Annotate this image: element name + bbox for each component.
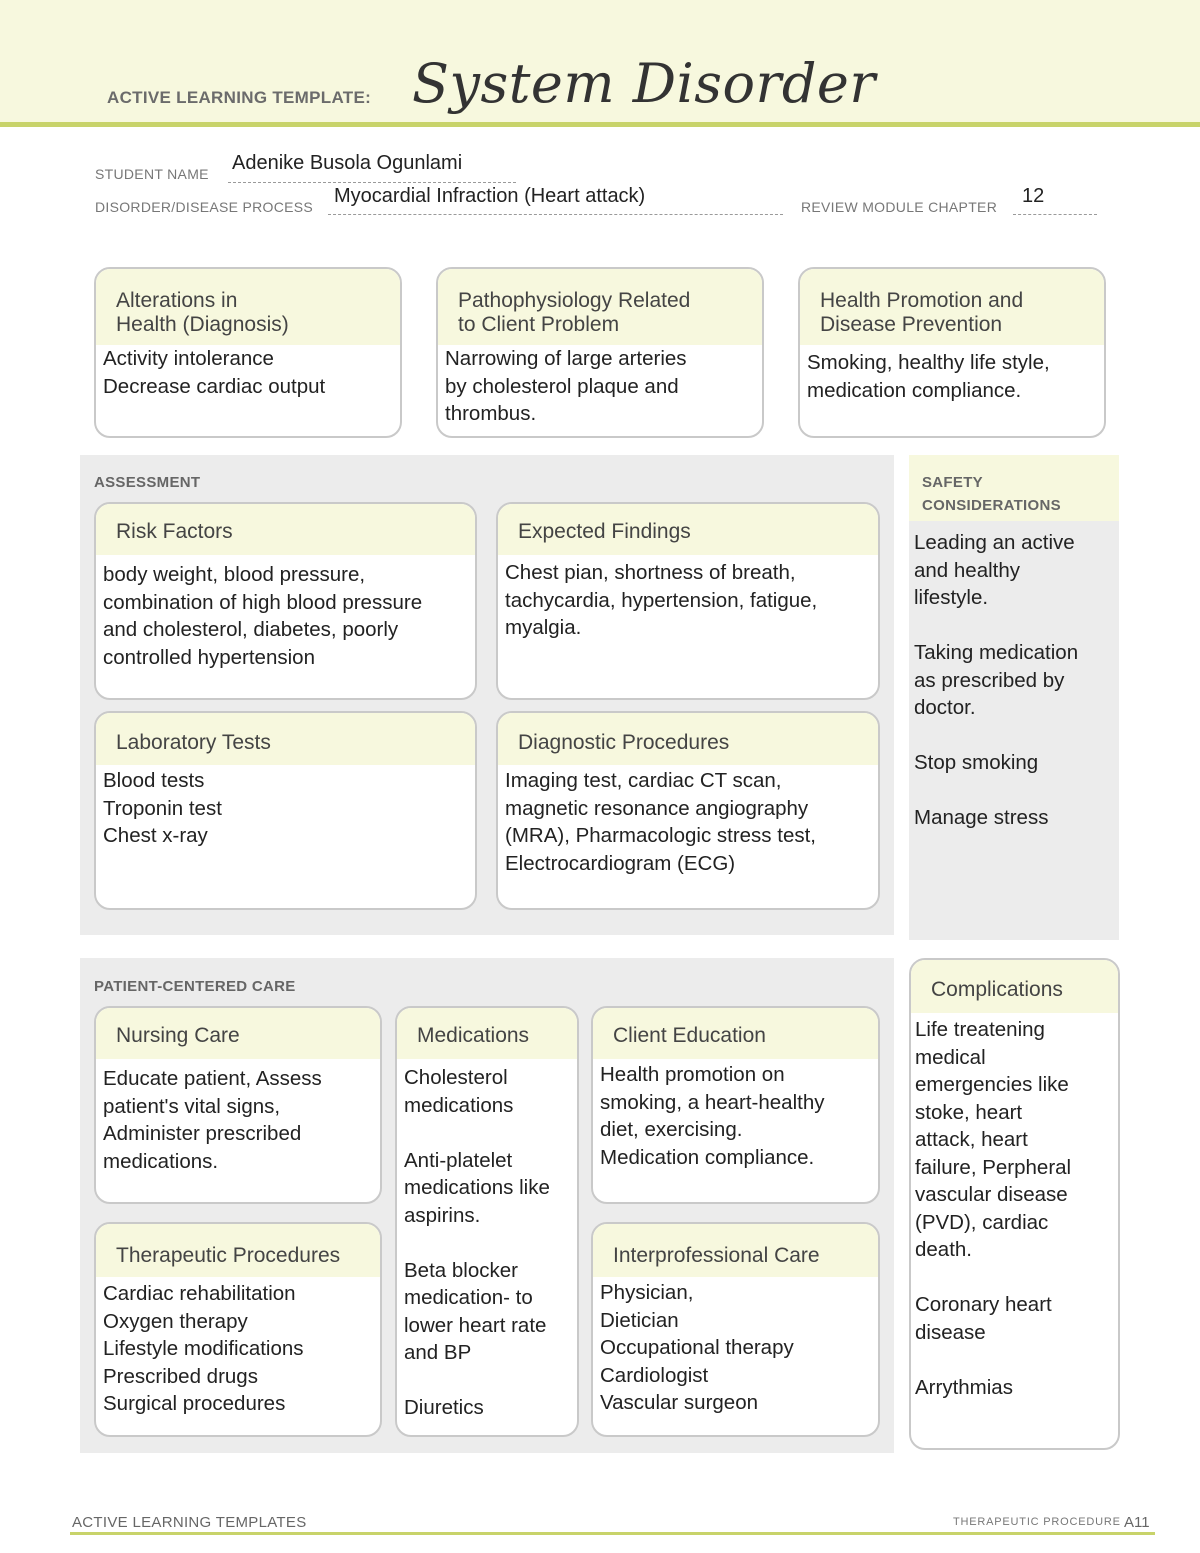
- footer-page-number: A11: [1124, 1514, 1150, 1531]
- review-chapter-label: REVIEW MODULE CHAPTER: [801, 199, 998, 215]
- medications-body[interactable]: Cholesterol medications Anti-platelet medications like aspirins. Beta blocker medication- to lower heart rate and BP Diuretics: [404, 1066, 550, 1419]
- student-name-label: STUDENT NAME: [95, 166, 209, 182]
- health-promotion-body[interactable]: Smoking, healthy life style, medication compliance.: [807, 351, 1050, 402]
- review-chapter-line: [1013, 214, 1097, 215]
- risk-factors-title: Risk Factors: [96, 504, 475, 555]
- nursing-care-body[interactable]: Educate patient, Assess patient's vital signs, Administer prescribed medications.: [103, 1067, 322, 1173]
- complications-body[interactable]: Life treatening medical emergencies like stoke, heart attack, heart failure, Perpheral vascular disease (PVD), cardiac death. Coronary heart disease Arrythmias: [915, 1018, 1072, 1399]
- disorder-label: DISORDER/DISEASE PROCESS: [95, 199, 314, 215]
- laboratory-tests-body[interactable]: Blood tests Troponin test Chest x-ray: [103, 769, 222, 847]
- footer-left: ACTIVE LEARNING TEMPLATES: [72, 1514, 307, 1531]
- client-education-body[interactable]: Health promotion on smoking, a heart-healthy diet, exercising. Medication compliance.: [600, 1063, 825, 1169]
- health-promotion-title: Health Promotion and Disease Prevention: [800, 269, 1104, 345]
- safety-body[interactable]: Leading an active and healthy lifestyle. Taking medication as prescribed by doctor. Stop smoking Manage stress: [914, 531, 1079, 829]
- disorder-field[interactable]: Myocardial Infraction (Heart attack): [334, 185, 646, 207]
- diagnostic-procedures-body[interactable]: Imaging test, cardiac CT scan, magnetic resonance angiography (MRA), Pharmacologic stress test, Electrocardiogram (ECG): [505, 769, 816, 875]
- template-label: ACTIVE LEARNING TEMPLATE:: [107, 88, 372, 107]
- safety-panel: [909, 455, 1119, 940]
- health-promotion-box: [798, 267, 1106, 438]
- laboratory-tests-title: Laboratory Tests: [96, 713, 475, 765]
- expected-findings-box: [496, 502, 880, 700]
- safety-label: SAFETY CONSIDERATIONS: [909, 455, 1119, 521]
- risk-factors-box: [94, 502, 477, 700]
- disorder-line: [328, 214, 783, 215]
- risk-factors-body[interactable]: body weight, blood pressure, combination of high blood pressure and cholesterol, diabetes, poorly controlled hypertension: [103, 563, 423, 669]
- pathophysiology-box: [436, 267, 764, 438]
- complications-title: Complications: [911, 960, 1118, 1013]
- header-divider: [0, 122, 1200, 127]
- footer-right: THERAPEUTIC PROCEDURE: [953, 1516, 1121, 1528]
- interprofessional-care-body[interactable]: Physician, Dietician Occupational therapy Cardiologist Vascular surgeon: [600, 1281, 794, 1414]
- laboratory-tests-box: [94, 711, 477, 910]
- student-name-line: [228, 182, 516, 183]
- patient-care-label: PATIENT-CENTERED CARE: [94, 978, 296, 995]
- nursing-care-box: [94, 1006, 382, 1204]
- alterations-title: Alterations in Health (Diagnosis): [96, 269, 400, 345]
- alterations-body[interactable]: Activity intolerance Decrease cardiac output: [103, 347, 326, 398]
- medications-box: [395, 1006, 579, 1437]
- therapeutic-procedures-title: Therapeutic Procedures: [96, 1224, 380, 1277]
- pathophysiology-title: Pathophysiology Related to Client Problem: [438, 269, 762, 345]
- student-name-field[interactable]: Adenike Busola Ogunlami: [232, 152, 463, 174]
- interprofessional-care-box: [591, 1222, 880, 1437]
- complications-box: [909, 958, 1120, 1450]
- expected-findings-body[interactable]: Chest pian, shortness of breath, tachycardia, hypertension, fatigue, myalgia.: [505, 561, 818, 639]
- template-title: System Disorder: [412, 52, 876, 115]
- review-chapter-field[interactable]: 12: [1022, 185, 1045, 207]
- interprofessional-care-title: Interprofessional Care: [593, 1224, 878, 1277]
- therapeutic-procedures-body[interactable]: Cardiac rehabilitation Oxygen therapy Lifestyle modifications Prescribed drugs Surgical procedures: [103, 1282, 304, 1415]
- nursing-care-title: Nursing Care: [96, 1008, 380, 1059]
- diagnostic-procedures-box: [496, 711, 880, 910]
- medications-title: Medications: [397, 1008, 577, 1059]
- therapeutic-procedures-box: [94, 1222, 382, 1437]
- diagnostic-procedures-title: Diagnostic Procedures: [498, 713, 878, 765]
- alterations-box: [94, 267, 402, 438]
- pathophysiology-body[interactable]: Narrowing of large arteries by cholesterol plaque and thrombus.: [445, 347, 687, 425]
- client-education-box: [591, 1006, 880, 1204]
- client-education-title: Client Education: [593, 1008, 878, 1059]
- assessment-label: ASSESSMENT: [94, 474, 201, 491]
- footer-divider: [70, 1532, 1155, 1535]
- expected-findings-title: Expected Findings: [498, 504, 878, 555]
